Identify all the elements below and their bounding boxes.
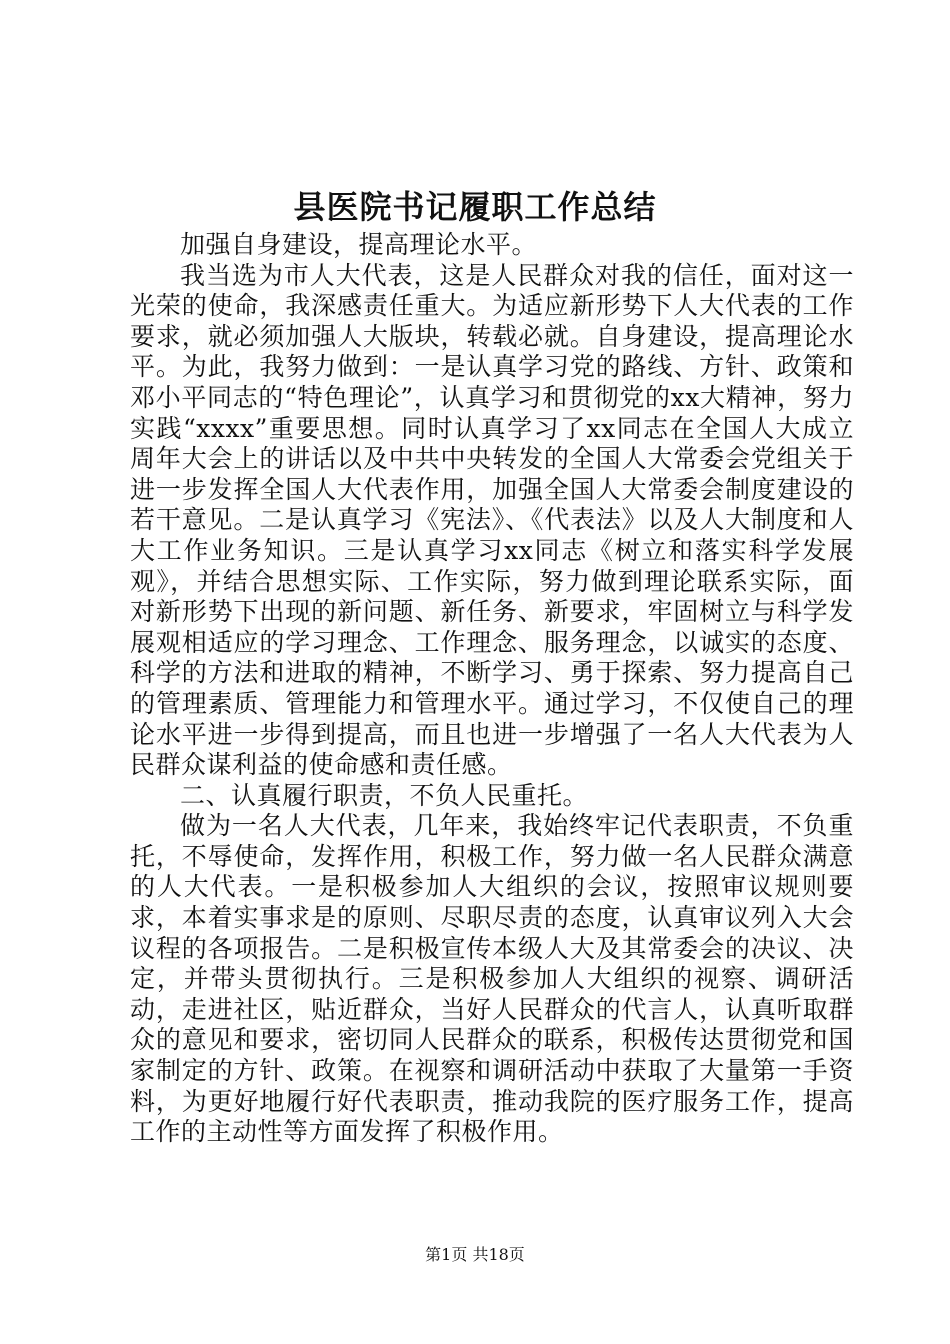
paragraph-2: 我当选为市人大代表，这是人民群众对我的信任，面对这一光荣的使命，我深感责任重大。为适应新形势下人大代表的工作要求，就必须加强人大版块，转载必就。自身建设，提高理论水平。为此，我努力做到：一是认真学习党的路线、方针、政策和邓小平同志的“特色理论”，认真学习和贯彻党的xx大精神，努力实践“xxxx”重要思想。同时认真学习了xx同志在全国人大成立周年大会上的讲话以及中共中央转发的全国人大常委会党组关于进一步发挥全国人大代表作用，加强全国人大常委会制度建设的若干意见。二是认真学习《宪法》、《代表法》以及人大制度和人大工作业务知识。三是认真学习xx同志《树立和落实科学发展观》，并结合思想实际、工作实际，努力做到理论联系实际，面对新形势下出现的新问题、新任务、新要求，牢固树立与科学发展观相适应的学习理念、工作理念、服务理念，以诚实的态度、科学的方法和进取的精神，不断学习、勇于探索、努力提高自己的管理素质、管理能力和管理水平。通过学习，不仅使自己的理论水平进一步得到提高，而且也进一步增强了一名人大代表为人民群众谋利益的使命感和责任感。 — [130, 260, 854, 780]
page-number-footer: 第1页 共18页 — [425, 1245, 525, 1264]
document-body — [130, 230, 854, 1148]
document-title: 县医院书记履职工作总结 — [293, 188, 657, 226]
paragraph-1: 加强自身建设，提高理论水平。 — [180, 230, 538, 259]
paragraph-4: 做为一名人大代表，几年来，我始终牢记代表职责，不负重托，不辱使命，发挥作用，积极工作，努力做一名人民群众满意的人大代表。一是积极参加人大组织的会议，按照审议规则要求，本着实事求是的原则、尽职尽责的态度，认真审议列入大会议程的各项报告。二是积极宣传本级人大及其常委会的决议、决定，并带头贯彻执行。三是积极参加人大组织的视察、调研活动，走进社区，贴近群众，当好人民群众的代言人，认真听取群众的意见和要求，密切同人民群众的联系，积极传达贯彻党和国家制定的方针、政策。在视察和调研活动中获取了大量第一手资料，为更好地履行好代表职责，推动我院的医疗服务工作，提高工作的主动性等方面发挥了积极作用。 — [130, 811, 854, 1147]
paragraph-3: 二、认真履行职责，不负人民重托。 — [180, 780, 589, 810]
